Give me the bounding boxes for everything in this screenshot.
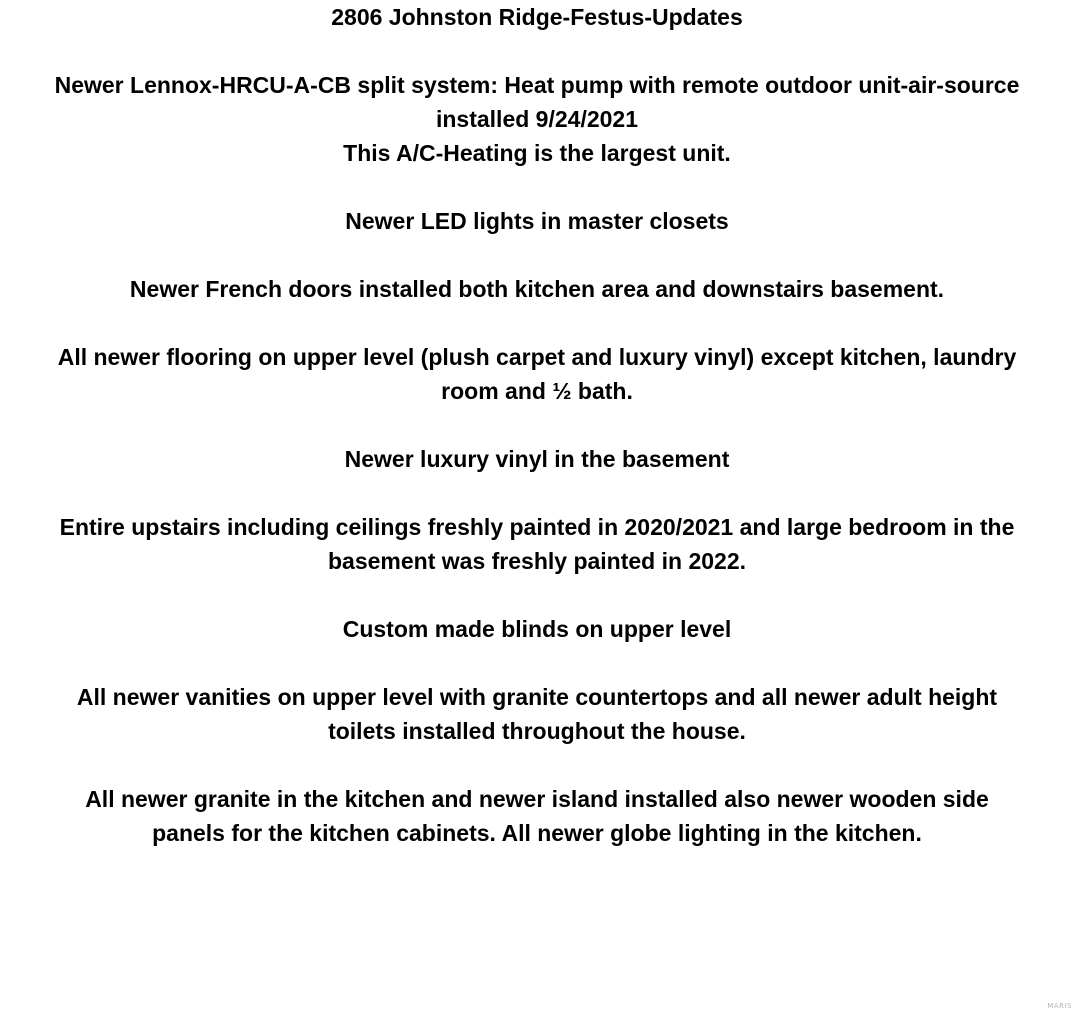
paragraph-kitchen-granite	[0, 782, 1074, 850]
paragraph-line: room and ½ bath.	[441, 378, 633, 404]
paragraph-line: Newer Lennox-HRCU-A-CB split system: Heat pump with remote outdoor unit-air-source	[54, 72, 1020, 98]
paragraph-line: All newer granite in the kitchen and newer island installed also newer wooden side	[85, 786, 989, 812]
paragraph-blinds	[0, 612, 1074, 646]
document-title: 2806 Johnston Ridge-Festus-Updates	[331, 4, 743, 30]
paragraph-line: panels for the kitchen cabinets. All newer globe lighting in the kitchen.	[152, 820, 922, 846]
paragraph-line: All newer vanities on upper level with granite countertops and all newer adult height	[76, 684, 998, 710]
paragraph-french-doors	[0, 272, 1074, 306]
watermark-logo: MARIS	[1047, 1002, 1072, 1010]
paragraph-line: basement was freshly painted in 2022.	[328, 548, 746, 574]
paragraph-led-lights	[0, 204, 1074, 238]
paragraph-hvac	[0, 68, 1074, 170]
paragraph-basement-vinyl	[0, 442, 1074, 476]
paragraph-line: Newer French doors installed both kitchen area and downstairs basement.	[129, 276, 945, 302]
paragraph-line: Custom made blinds on upper level	[342, 616, 732, 642]
paragraph-line: installed 9/24/2021	[435, 106, 638, 132]
paragraph-painting	[0, 510, 1074, 578]
paragraph-flooring	[0, 340, 1074, 408]
paragraph-line: All newer flooring on upper level (plush carpet and luxury vinyl) except kitchen, laundry	[57, 344, 1017, 370]
paragraph-line: Newer luxury vinyl in the basement	[344, 446, 730, 472]
paragraph-line: Entire upstairs including ceilings freshly painted in 2020/2021 and large bedroom in the	[59, 514, 1015, 540]
paragraph-line: toilets installed throughout the house.	[328, 718, 746, 744]
paragraph-line: Newer LED lights in master closets	[345, 208, 729, 234]
paragraph-line: This A/C-Heating is the largest unit.	[343, 140, 731, 166]
paragraph-vanities	[0, 680, 1074, 748]
